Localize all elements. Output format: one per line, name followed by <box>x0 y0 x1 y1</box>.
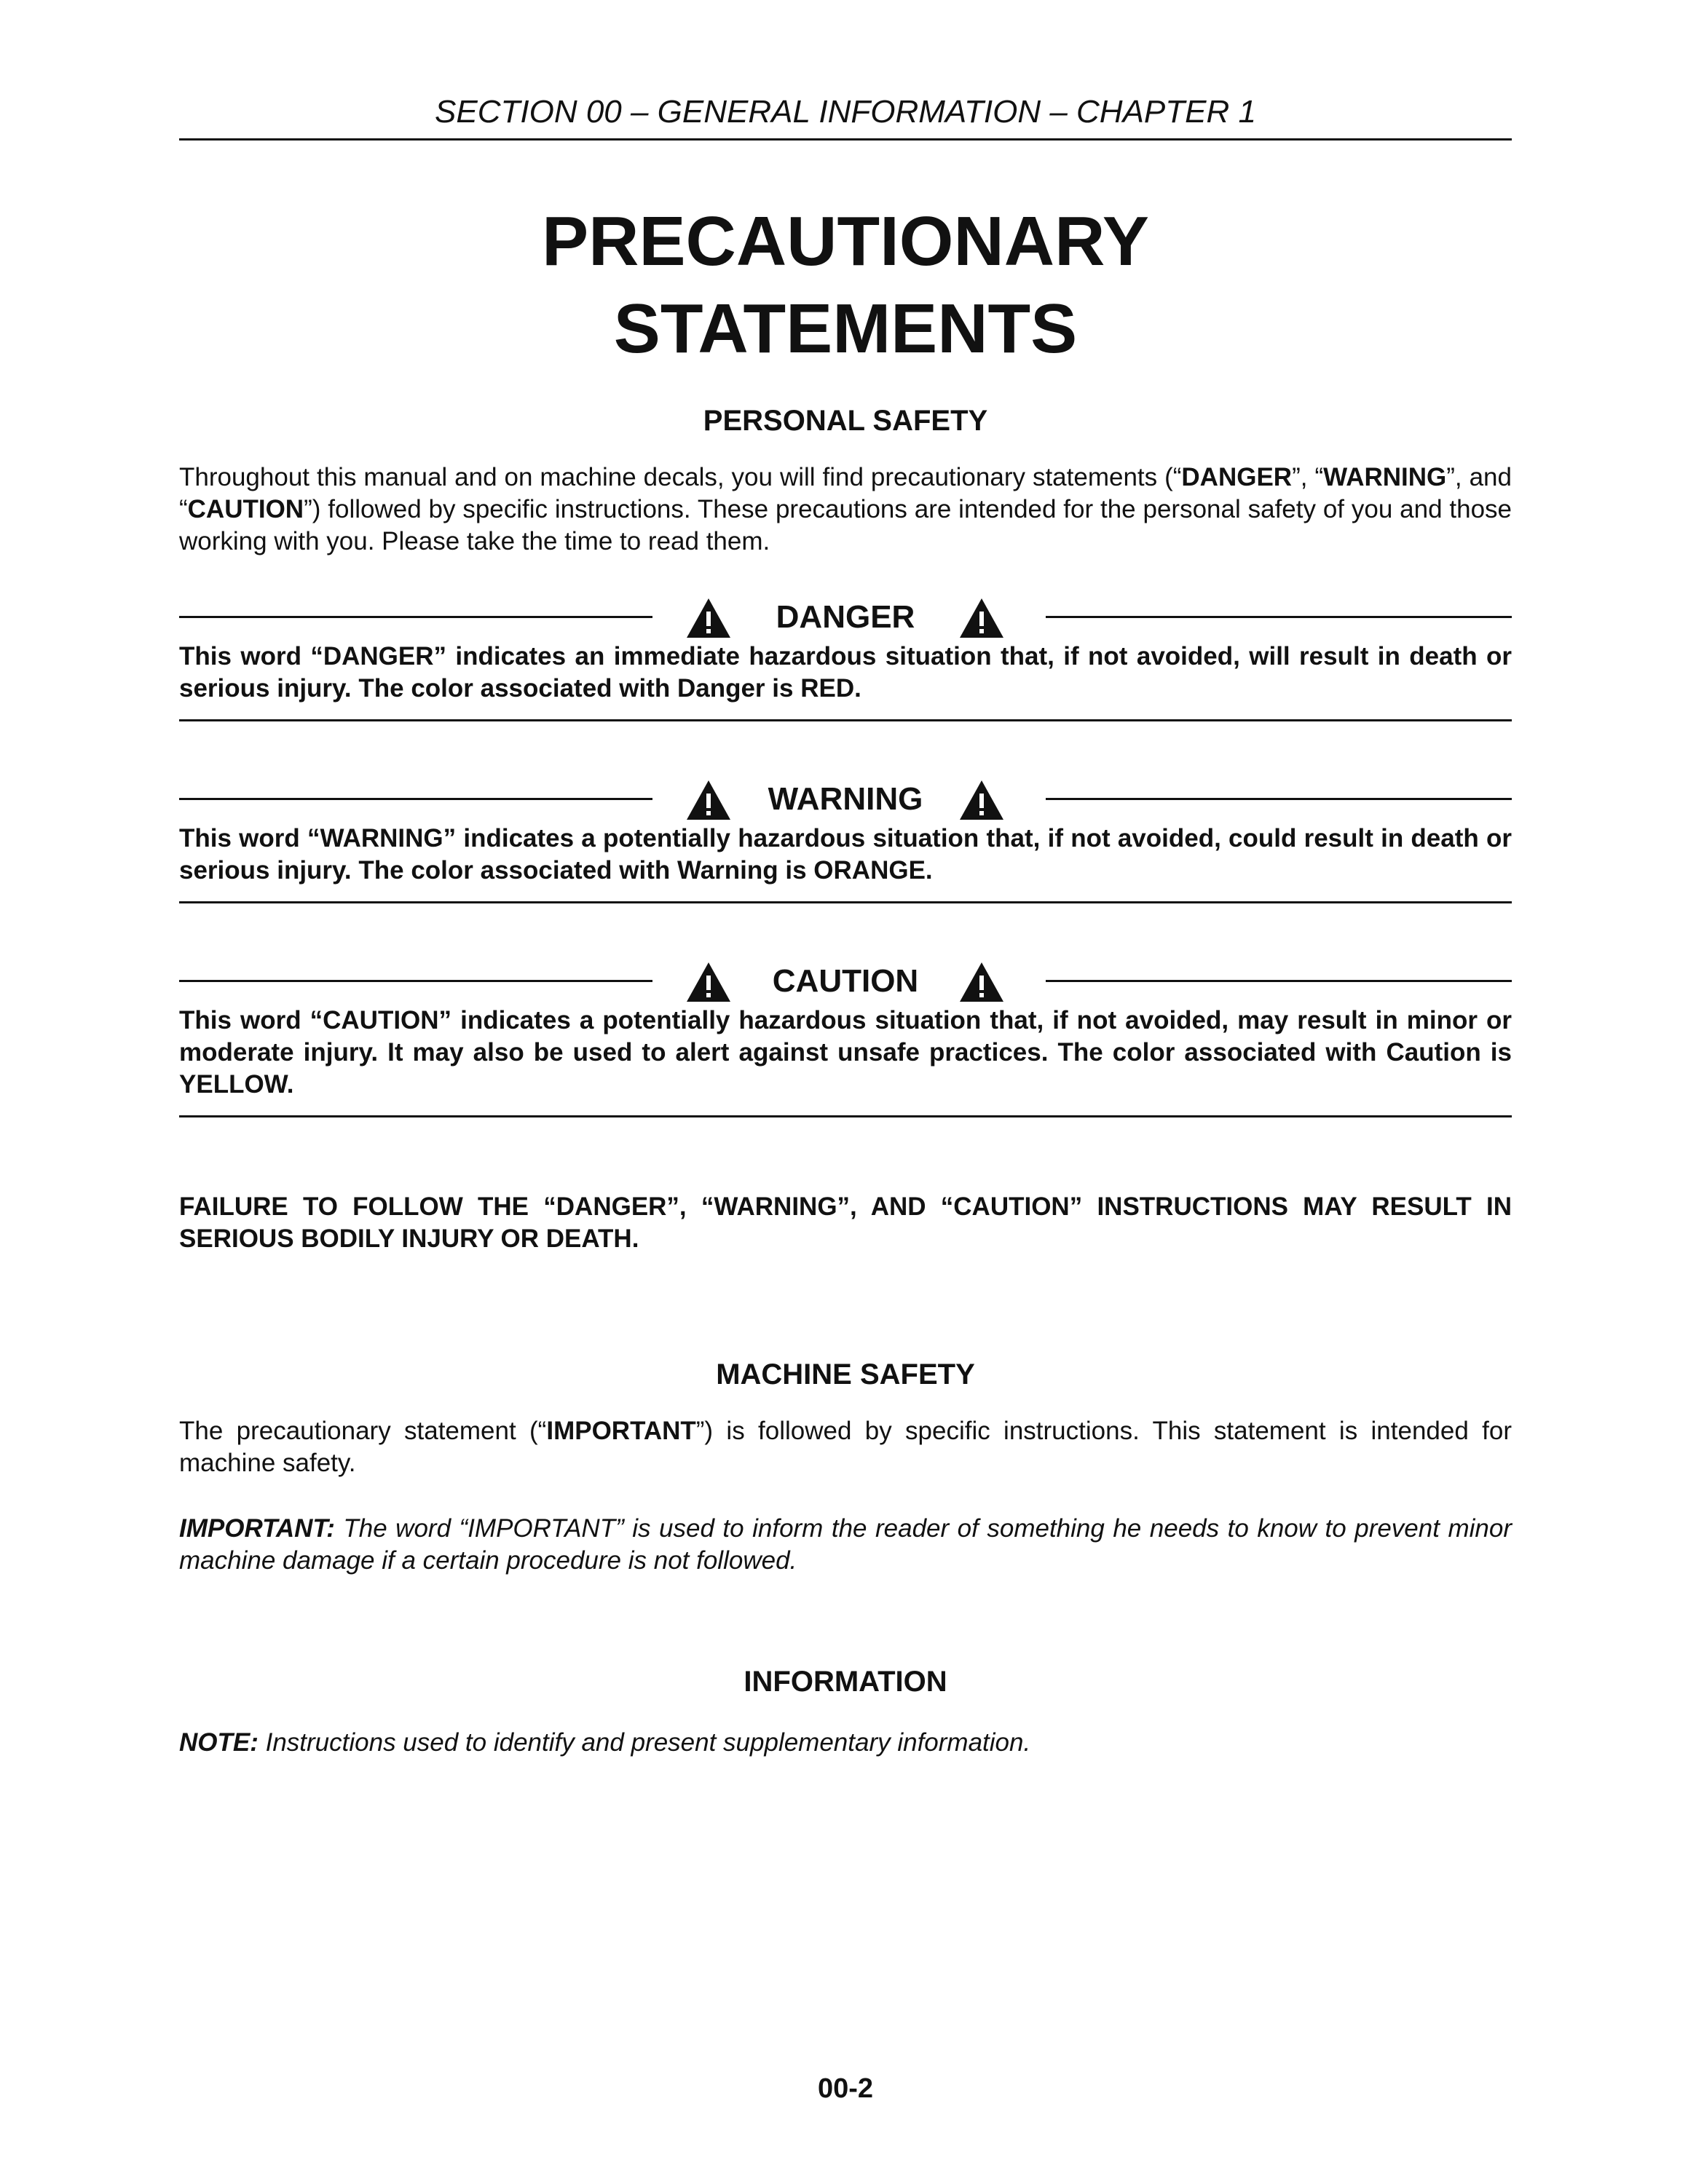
divider-line <box>179 616 652 618</box>
divider-line <box>179 980 652 982</box>
page-title <box>179 198 1512 373</box>
caution-term: CAUTION <box>187 495 304 523</box>
warning-triangle-icon <box>958 779 1005 821</box>
divider-line <box>1046 980 1512 982</box>
text-segment: ”, and “ <box>179 463 1512 523</box>
divider-line <box>179 798 652 800</box>
warning-description: This word “WARNING” indicates a potentially hazardous situation that, if not avoided, could result in death or serious injury. The color associated with Warning is ORANGE. <box>179 824 1512 885</box>
title-line-1: PRECAUTIONARY <box>542 202 1149 280</box>
danger-signal-word: DANGER <box>776 599 915 635</box>
text-segment: ”, “ <box>1292 463 1324 491</box>
warning-triangle-icon <box>958 961 1005 1003</box>
caution-signal-word: CAUTION <box>772 963 919 999</box>
caution-alert-header <box>179 955 1512 1006</box>
important-term: IMPORTANT <box>546 1417 696 1445</box>
note-label: NOTE: <box>179 1728 259 1757</box>
text-segment: The precautionary statement (“ <box>179 1417 547 1445</box>
danger-term: DANGER <box>1181 463 1293 491</box>
important-paragraph <box>179 1513 1512 1577</box>
danger-alert-header <box>179 591 1512 642</box>
warning-triangle-icon <box>685 961 732 1003</box>
divider-line <box>179 1115 1512 1117</box>
machine-safety-paragraph <box>179 1415 1512 1479</box>
danger-description: This word “DANGER” indicates an immediate hazardous situation that, if not avoided, will result in death or serious injury. The color associated with Danger is RED. <box>179 642 1512 703</box>
title-line-2: STATEMENTS <box>613 290 1078 368</box>
text-segment: Instructions used to identify and present supplementary information. <box>258 1728 1031 1757</box>
personal-safety-heading: PERSONAL SAFETY <box>703 405 988 437</box>
caution-description: This word “CAUTION” indicates a potentially hazardous situation that, if not avoided, may result in minor or moderate injury. It may also be used to alert against unsafe practices. The color associated with Caution is YELLOW. <box>179 1006 1512 1099</box>
warning-triangle-icon <box>685 597 732 639</box>
warning-triangle-icon <box>685 779 732 821</box>
divider-line <box>179 901 1512 903</box>
text-segment: The word “IMPORTANT” is used to inform the reader of something he needs to know to prevent minor machine damage if a certain procedure is not followed. <box>179 1514 1512 1575</box>
warning-triangle-icon <box>958 597 1005 639</box>
note-paragraph <box>179 1727 1512 1759</box>
personal-safety-paragraph <box>179 462 1512 558</box>
divider-line <box>179 719 1512 721</box>
page-number: 00-2 <box>817 2073 874 2104</box>
warning-signal-word: WARNING <box>768 781 923 817</box>
section-header: SECTION 00 – GENERAL INFORMATION – CHAPTER 1 <box>179 92 1512 141</box>
divider-line <box>1046 616 1512 618</box>
important-label: IMPORTANT: <box>179 1514 335 1543</box>
text-segment: ”) followed by specific instructions. These precautions are intended for the personal safety of you and those working with you. Please take the time to read them. <box>179 495 1512 555</box>
warning-term: WARNING <box>1323 463 1447 491</box>
warning-alert-header <box>179 773 1512 824</box>
text-segment: Throughout this manual and on machine decals, you will find precautionary statements (“ <box>179 463 1182 491</box>
failure-notice: FAILURE TO FOLLOW THE “DANGER”, “WARNING”, AND “CAUTION” INSTRUCTIONS MAY RESULT IN SERIOUS BODILY INJURY OR DEATH. <box>179 1192 1512 1253</box>
divider-line <box>1046 798 1512 800</box>
text-segment: ”) is followed by specific instructions. This statement is intended for machine safety. <box>179 1417 1512 1477</box>
information-heading: INFORMATION <box>744 1666 947 1698</box>
machine-safety-heading: MACHINE SAFETY <box>716 1358 975 1390</box>
